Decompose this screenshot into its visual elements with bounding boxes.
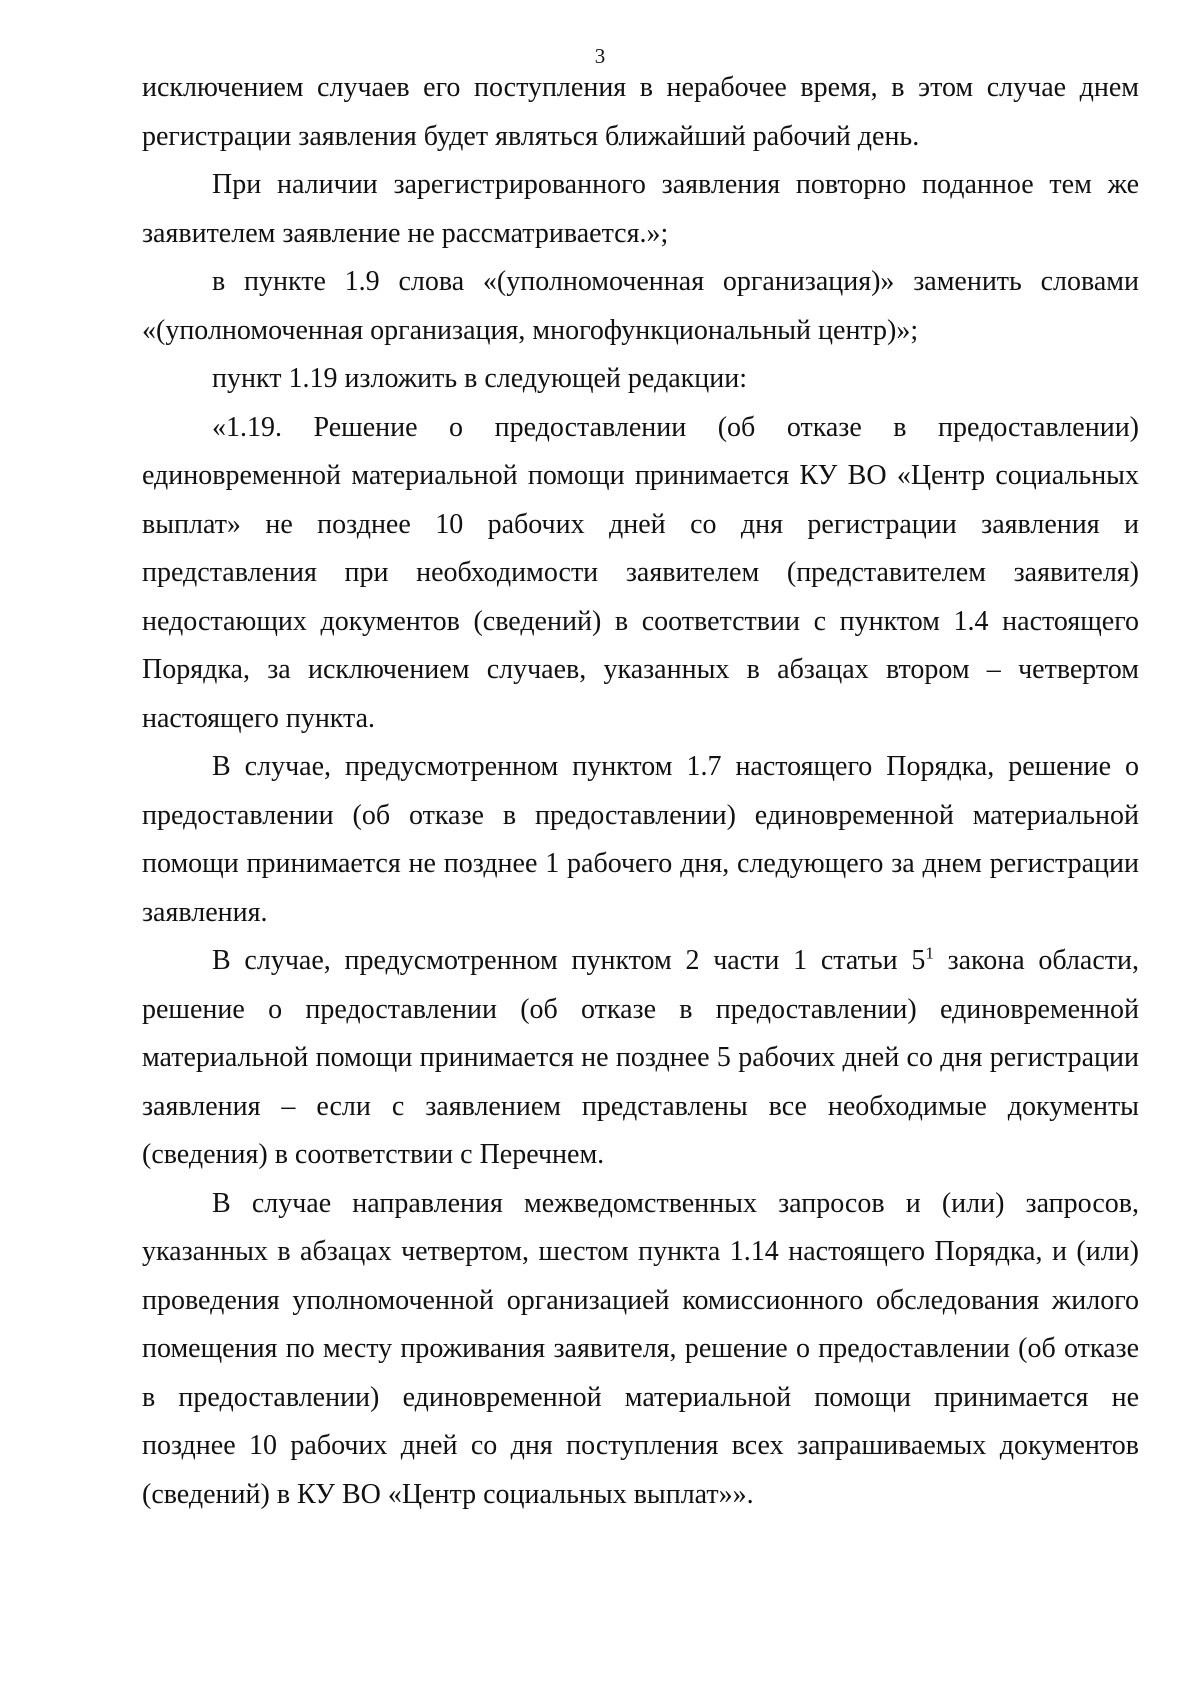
paragraph-interagency-requests: В случае направления межведомственных запросов и (или) запросов, указанных в абзацах четвертом, шестом пункта 1.14 настоящего Порядка, и (или) проведения уполномоченной организацией комиссионного обследования жилого помещения по месту проживания заявителя, решение о предоставлении (об отказе в предоставлении) единовременной материальной помощи принимается не позднее 10 рабочих дней со дня поступления всех запрашиваемых документов (сведений) в КУ ВО «Центр социальных выплат»». <box>142 1187 1139 1510</box>
page-number: 3 <box>594 44 606 68</box>
paragraph-continuation: исключением случаев его поступления в нерабочее время, в этом случае днем регистрации заявления будет являться ближайший рабочий день. <box>142 72 1139 152</box>
paragraph-point-1-19: «1.19. Решение о предоставлении (об отказе в предоставлении) единовременной материальной помощи принимается КУ ВО «Центр социальных выплат» не позднее 10 рабочих дней со дня регистрации заявления и представления при необходимости заявителем (представителем заявителя) недостающих документов (сведений) в соответствии с пунктом 1.4 настоящего Порядка, за исключением случаев, указанных в абзацах втором – четвертом настоящего пункта. <box>142 411 1139 734</box>
superscript-index: 1 <box>925 943 934 963</box>
paragraph-text-part: закона области, решение о предоставлении (об отказе в предоставлении) единовременной материальной помощи принимается не позднее 5 рабочих дней со дня регистрации заявления – если с заявлением представлены все необходимые документы (сведения) в соответствии с Перечнем. <box>142 945 1139 1170</box>
paragraph-repeat-application: При наличии зарегистрированного заявления повторно поданное тем же заявителем заявление не рассматривается.»; <box>142 169 1139 249</box>
document-body <box>142 64 1139 1519</box>
paragraph-text-part: В случае, предусмотренном пунктом 2 части 1 статьи 5 <box>212 945 926 976</box>
paragraph-case-1-7: В случае, предусмотренном пунктом 1.7 настоящего Порядка, решение о предоставлении (об отказе в предоставлении) единовременной материальной помощи принимается не позднее 1 рабочего дня, следующего за днем регистрации заявления. <box>142 751 1139 928</box>
paragraph-point-1-19-intro: пункт 1.19 изложить в следующей редакции: <box>212 363 747 394</box>
paragraph-case-article-5-1 <box>142 937 1139 1180</box>
paragraph-point-1-9: в пункте 1.9 слова «(уполномоченная организация)» заменить словами «(уполномоченная организация, многофункциональный центр)»; <box>142 266 1139 346</box>
